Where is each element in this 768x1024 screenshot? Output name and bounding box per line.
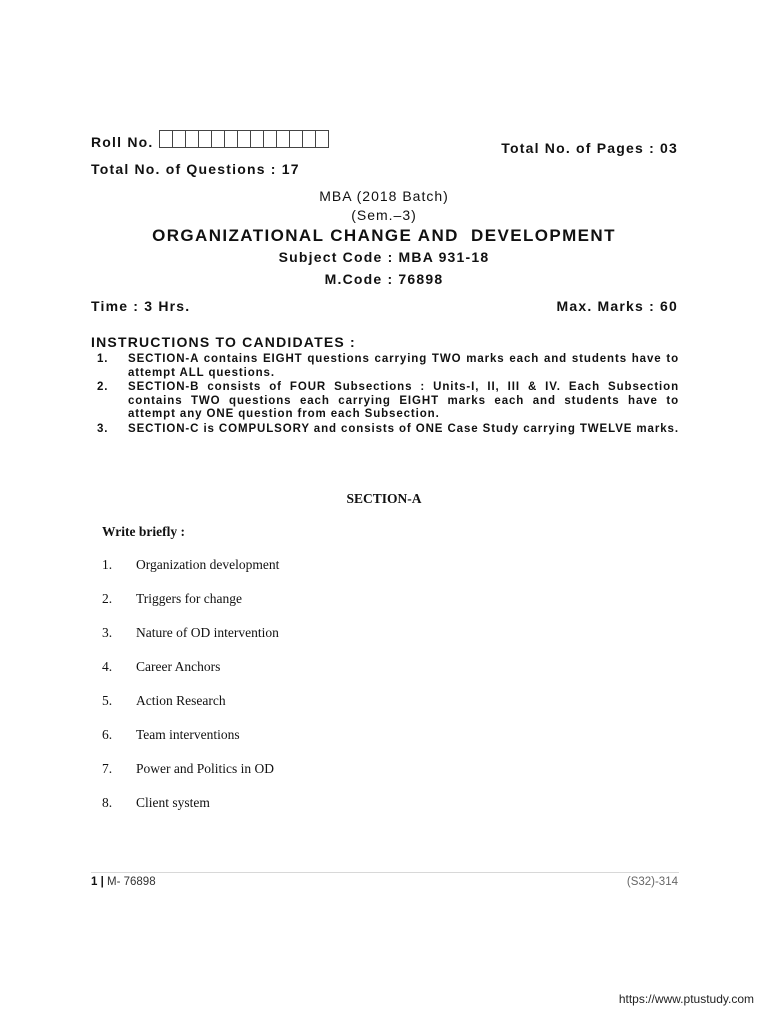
question-number: 6. (102, 727, 113, 742)
question-item (102, 591, 279, 625)
exam-title: ORGANIZATIONAL CHANGE AND DEVELOPMENT (152, 226, 616, 245)
question-text: Career Anchors (136, 659, 221, 674)
total-questions: Total No. of Questions : 17 (91, 161, 300, 177)
question-number: 5. (102, 693, 113, 708)
instruction-item (91, 353, 679, 380)
instruction-text: SECTION-B consists of FOUR Subsections : Units-I, II, III & IV. Each Subsection contains TWO questions each carrying EIGHT marks each and students have to attempt any ONE question from each Subsection. (128, 381, 679, 420)
footer-paper-id: (S32)-314 (626, 876, 678, 888)
instruction-number: 3. (97, 422, 109, 435)
question-text: Client system (136, 795, 210, 810)
section-a-heading: SECTION-A (346, 491, 422, 506)
section-a-questions (102, 557, 279, 829)
question-text: Organization development (136, 557, 280, 572)
instruction-item (91, 423, 679, 437)
question-number: 3. (102, 625, 113, 640)
footer-page-info (91, 876, 156, 888)
instruction-text: SECTION-A contains EIGHT questions carrying TWO marks each and students have to attempt ALL questions. (128, 353, 679, 379)
question-text: Triggers for change (136, 591, 242, 606)
question-item (102, 727, 279, 761)
question-item (102, 625, 279, 659)
total-pages: Total No. of Pages : 03 (501, 140, 678, 156)
roll-number-box[interactable] (185, 130, 199, 148)
question-number: 8. (102, 795, 113, 810)
question-item (102, 761, 279, 795)
max-marks: Max. Marks : 60 (556, 298, 678, 314)
roll-number-row (91, 134, 328, 150)
instruction-number: 1. (97, 353, 109, 365)
question-number: 7. (102, 761, 113, 776)
question-item (102, 693, 279, 727)
roll-number-box[interactable] (198, 130, 212, 148)
roll-number-box[interactable] (237, 130, 251, 148)
instructions-heading: INSTRUCTIONS TO CANDIDATES : (91, 334, 356, 350)
m-code: M.Code : 76898 (324, 271, 444, 287)
roll-number-box[interactable] (159, 130, 173, 148)
footer-code: M- 76898 (107, 876, 156, 888)
exam-batch: MBA (2018 Batch) (319, 188, 449, 204)
roll-number-box[interactable] (289, 130, 303, 148)
subject-code: Subject Code : MBA 931-18 (278, 249, 490, 265)
watermark-link[interactable]: https://www.ptustudy.com (618, 992, 754, 1006)
question-text: Action Research (136, 693, 226, 708)
exam-time: Time : 3 Hrs. (91, 298, 191, 314)
footer-divider (91, 872, 679, 873)
question-number: 4. (102, 659, 113, 674)
roll-number-box[interactable] (172, 130, 186, 148)
question-item (102, 557, 279, 591)
roll-number-boxes (159, 130, 328, 148)
question-item (102, 659, 279, 693)
question-text: Power and Politics in OD (136, 761, 274, 776)
question-text: Team interventions (136, 727, 240, 742)
roll-number-box[interactable] (302, 130, 316, 148)
roll-number-box[interactable] (315, 130, 329, 148)
roll-number-box[interactable] (211, 130, 225, 148)
instructions-list (91, 353, 679, 437)
instruction-text: SECTION-C is COMPULSORY and consists of ONE Case Study carrying TWELVE marks. (128, 422, 679, 435)
instruction-number: 2. (97, 381, 109, 393)
roll-number-label: Roll No. (91, 134, 154, 150)
question-number: 1. (102, 557, 113, 572)
roll-number-box[interactable] (250, 130, 264, 148)
roll-number-box[interactable] (276, 130, 290, 148)
roll-number-box[interactable] (224, 130, 238, 148)
footer-separator: | (97, 876, 108, 888)
question-number: 2. (102, 591, 113, 606)
section-a-prompt: Write briefly : (102, 524, 185, 539)
footer-page-number: 1 (91, 876, 98, 888)
exam-semester: (Sem.–3) (351, 207, 417, 223)
question-item (102, 795, 279, 829)
question-text: Nature of OD intervention (136, 625, 279, 640)
instruction-item (91, 381, 679, 422)
roll-number-box[interactable] (263, 130, 277, 148)
